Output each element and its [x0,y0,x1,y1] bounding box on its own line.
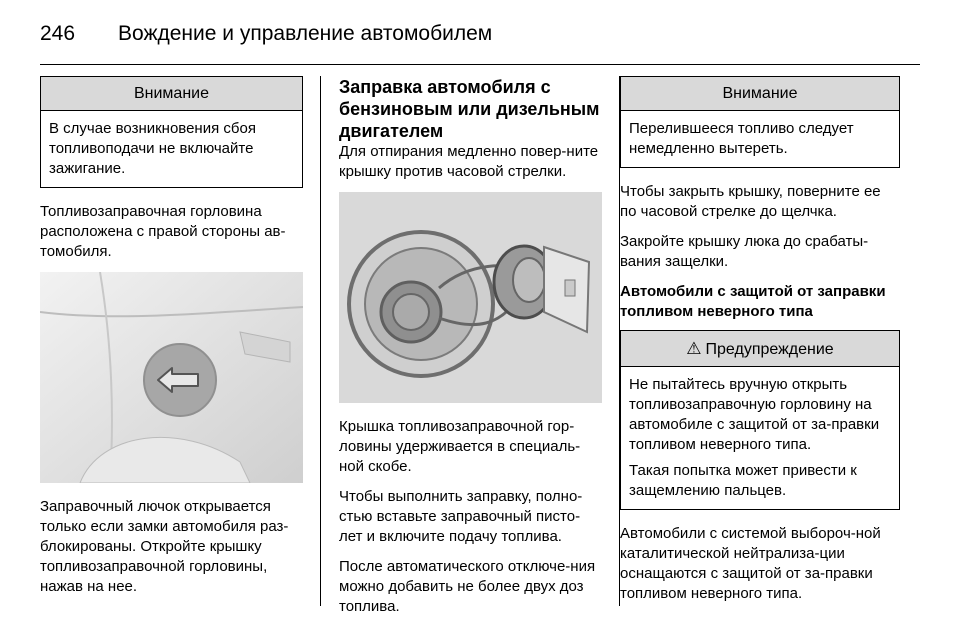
paragraph: Топливозаправочная горловина расположена с правой стороны ав-томобиля. [40,203,286,260]
page-title: Вождение и управление автомобилем [118,22,493,45]
paragraph: Автомобили с системой выбороч-ной каталитической нейтрализа-ции оснащаются с защитой от за-правки топливом неверного типа. [620,525,881,602]
notice-box [40,76,303,188]
paragraph: Крышка топливозаправочной гор-ловины удерживается в специаль-ной скобе. [339,418,581,475]
fuel-door-open-image [339,192,602,403]
paragraph: Закройте крышку люка до срабаты-вания защелки. [620,233,869,270]
paragraph: Чтобы закрыть крышку, поверните ее по часовой стрелке до щелчка. [620,183,881,220]
paragraph: Для отпирания медленно повер-ните крышку против часовой стрелки. [339,143,599,180]
warning-triangle-icon: ⚠ [686,339,702,358]
paragraph: После автоматического отключе-ния можно добавить не более двух доз топлива. [339,558,596,615]
warning-box [620,330,900,510]
warning-title: Предупреждение [705,341,834,358]
notice-title: Внимание [41,77,302,111]
notice-title: Внимание [621,77,899,111]
notice-text: Перелившееся топливо следует немедленно вытереть. [629,120,854,157]
page-header [40,18,920,65]
warning-text: Такая попытка может привести к защемлению пальцев. [629,462,857,499]
page-number: 246 [40,22,76,45]
subheading: Автомобили с защитой от заправки топливом неверного типа [620,283,886,320]
column-1 [40,76,303,607]
fuel-door-closed-image [40,272,303,483]
paragraph: Заправочный лючок открывается только если замки автомобиля раз-блокированы. Откройте крышку топливозаправочной горловины, нажав на нее. [40,498,289,595]
notice-text: В случае возникновения сбоя топливоподачи не включайте зажигание. [49,120,256,177]
column-divider-1 [320,76,321,606]
warning-text: Не пытайтесь вручную открыть топливозаправочную горловину на автомобиле с защитой от за-правки топливом неверного типа. [629,376,880,453]
warning-header [621,331,899,367]
notice-box [620,76,900,168]
column-2 [339,76,602,627]
paragraph: Чтобы выполнить заправку, полно-стью вставьте заправочный писто-лет и включите подачу топлива. [339,488,583,545]
section-title: Заправка автомобиля с бензиновым или дизельным двигателем [339,77,600,141]
column-3 [620,76,900,614]
